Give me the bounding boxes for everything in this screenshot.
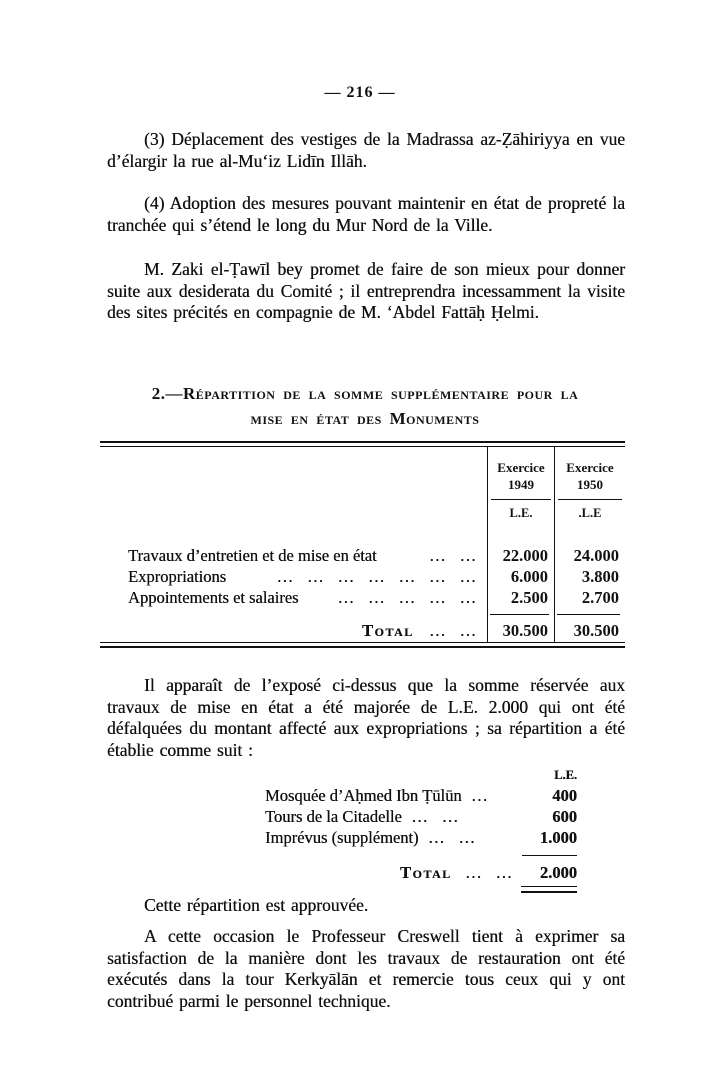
dot-leader: ...	[471, 786, 489, 805]
header-rule	[491, 499, 551, 500]
dot-leader: ... ...	[411, 807, 460, 826]
row-label: Tours de la Citadelle	[265, 807, 402, 826]
pre-total-rule	[488, 608, 554, 620]
pre-total-spacer	[100, 608, 487, 620]
total-label: Total	[400, 863, 452, 882]
currency-unit: L.E.	[509, 506, 533, 520]
paragraph-creswell: A cette occasion le Professeur Creswell tient à exprimer sa satisfaction de la manière dont les travaux de restauration ont été exécutés dans la tour Kerkyālān et remercie tous ceux qui y ont contribué parmi le personnel technique.	[107, 926, 625, 1011]
amount-cell: 2.700	[581, 588, 619, 607]
table-row	[265, 785, 577, 806]
header-rule	[558, 499, 622, 500]
pre-total-rule	[555, 608, 625, 620]
column-title: Exercice	[497, 460, 545, 475]
amount-cell: 400	[552, 786, 577, 805]
row-label: Appointements et salaires	[128, 588, 299, 607]
dot-leader: ... ... ... ... ...	[338, 588, 477, 607]
row-label: Expropriations	[128, 567, 227, 586]
amount-cell: 2.500	[510, 588, 548, 607]
column-year: 1949	[508, 477, 534, 492]
paragraph-zaki: M. Zaki el-Ṭawīl bey promet de faire de son mieux pour donner suite aux desiderata du Comité ; il entreprendra incessamment la visite des sites précités en compagnie de M. ʻAbdel Fattāḥ Ḥelmi.	[107, 259, 625, 322]
table-row	[100, 566, 487, 587]
allocation-table	[265, 765, 577, 893]
allocation-unit-row	[265, 765, 577, 785]
dot-leader: ... ... ... ... ... ... ...	[277, 567, 477, 586]
section-heading	[85, 381, 645, 431]
paragraph-item-4: (4) Adoption des mesures pouvant maintenir en état de propreté la tranchée qui s’étend le long du Mur Nord de la Ville.	[107, 193, 625, 235]
row-label: Imprévus (supplément)	[265, 828, 419, 847]
column-year: 1950	[577, 477, 603, 492]
total-row	[265, 862, 577, 884]
row-label: Mosquée d’Aḥmed Ibn Ṭūlūn	[265, 786, 462, 805]
section-heading-line2: mise en état des Monuments	[250, 409, 480, 428]
total-amount-cell: 30.500	[502, 621, 548, 640]
column-header-1949	[488, 447, 554, 545]
paragraph-approval: Cette répartition est approuvée.	[144, 895, 369, 915]
total-amount-cell: 30.500	[573, 621, 619, 640]
section-heading-line1: 2.—Répartition de la somme supplémentaire pour la	[151, 384, 579, 403]
currency-unit: L.E.	[554, 768, 577, 782]
table-bottom-double-rule	[100, 642, 625, 648]
pre-total-rule	[265, 848, 577, 862]
paragraph-expose: Il apparaît de l’exposé ci-dessus que la somme réservée aux travaux de mise en état a été majorée de L.E. 2.000 qui ont été défalquées du montant affecté aux expropriations ; sa répartition a été établie comme suit :	[107, 675, 625, 760]
dot-leader: ... ...	[429, 546, 477, 565]
column-title: Exercice	[566, 460, 614, 475]
total-double-rule	[265, 884, 577, 893]
total-row-label	[100, 620, 487, 642]
budget-table-label-column	[100, 447, 487, 642]
amount-cell: 22.000	[502, 546, 548, 565]
table-row	[265, 827, 577, 848]
table-row	[100, 545, 487, 566]
table-row	[100, 587, 487, 608]
dot-leader: ... ...	[429, 621, 477, 640]
dot-leader: ... ...	[465, 863, 513, 882]
table-row	[265, 806, 577, 827]
page-number: — 216 —	[324, 84, 396, 101]
column-header-1950	[555, 447, 625, 545]
budget-table-column-1949	[487, 447, 554, 642]
amount-cell: 600	[552, 807, 577, 826]
amount-cell: 24.000	[573, 546, 619, 565]
dot-leader: ... ...	[428, 828, 476, 847]
budget-table-column-1950	[554, 447, 625, 642]
amount-cell: 1.000	[539, 828, 577, 847]
budget-table	[100, 441, 625, 648]
amount-cell: 6.000	[510, 567, 548, 586]
paragraph-item-3: (3) Déplacement des vestiges de la Madrassa az-Ẓāhiriyya en vue d’élargir la rue al-Muʻiz Lidīn Illāh.	[107, 129, 625, 171]
label-column-spacer	[100, 447, 487, 545]
total-amount-cell: 2.000	[539, 863, 577, 882]
currency-unit: .L.E	[578, 506, 602, 520]
amount-cell: 3.800	[581, 567, 619, 586]
row-label: Travaux d’entretien et de mise en état	[128, 546, 377, 565]
total-label: Total	[362, 621, 414, 640]
